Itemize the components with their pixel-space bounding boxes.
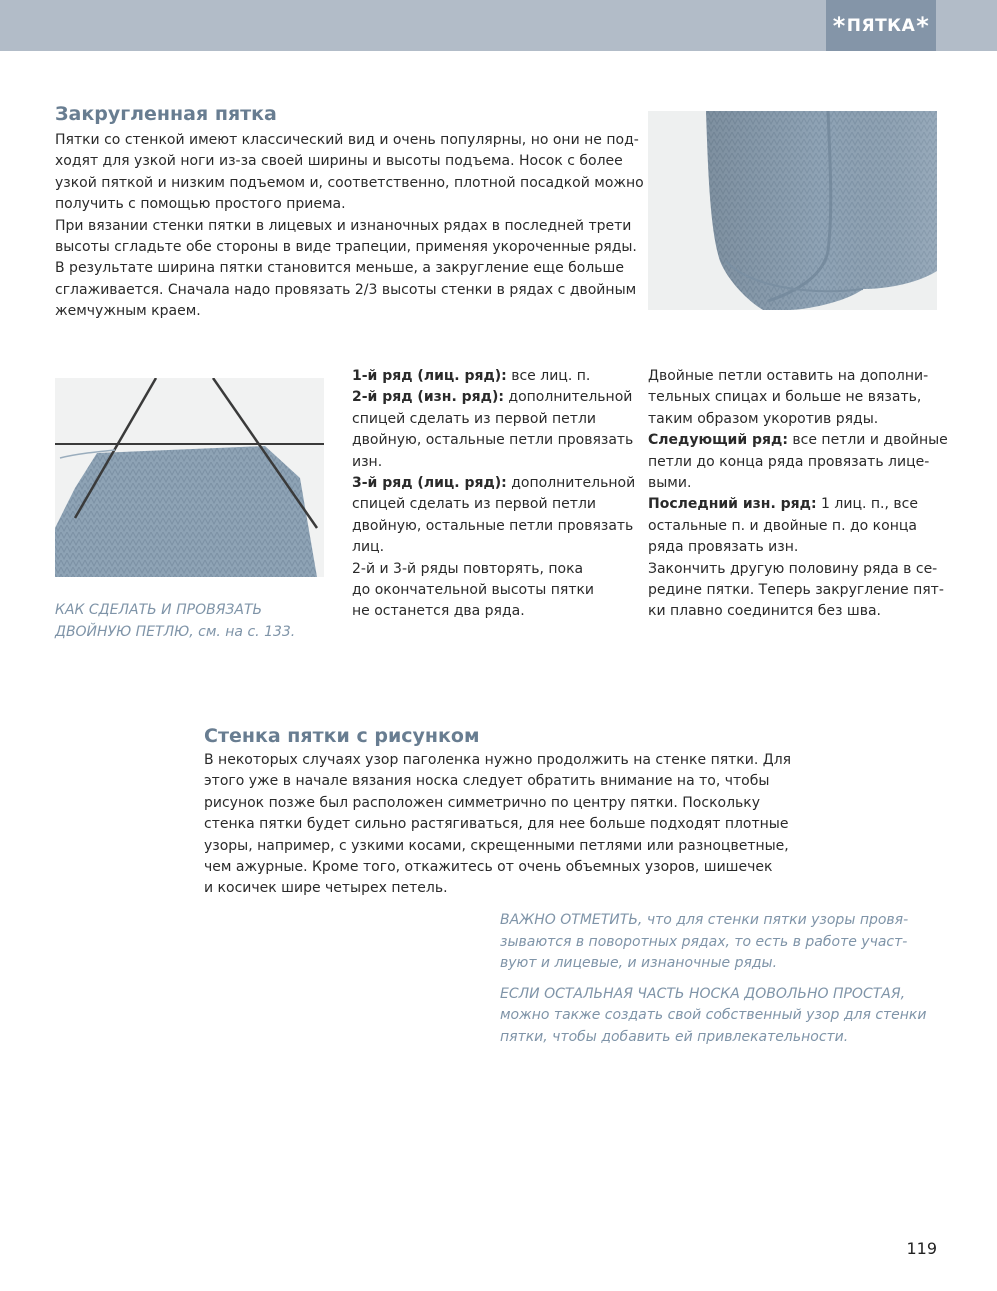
- instruction-line: 2-й и 3-й ряды повторять, пока: [352, 560, 584, 577]
- instruction-line: двойную, остальные петли провязать: [352, 432, 634, 449]
- instruction-line: изн.: [352, 453, 383, 470]
- instruction-line: остальные п. и двойные п. до конца: [648, 517, 917, 534]
- knitting-needles-illustration: [55, 378, 324, 577]
- text-line: чем ажурные. Кроме того, откажитесь от очень объемных узоров, шишечек: [204, 859, 773, 876]
- caption-double-stitch: [55, 600, 295, 643]
- text-line: рисунок позже был расположен симметрично по центру пятки. Поскольку: [204, 794, 761, 811]
- text-line: узкой пяткой и низким подъемом и, соответственно, плотной посадкой можно: [55, 174, 644, 191]
- section-rounded-heel-text: [55, 130, 644, 323]
- page-number: 119: [906, 1239, 937, 1258]
- instruction-line: Двойные петли оставить на дополни-: [648, 368, 929, 384]
- section-tab: [826, 0, 936, 51]
- instruction-line: лиц.: [352, 539, 385, 556]
- instruction-line: ряда провязать изн.: [648, 539, 799, 556]
- caption-line: КАК СДЕЛАТЬ И ПРОВЯЗАТЬ: [55, 602, 263, 618]
- note-important: [500, 910, 927, 975]
- instruction-line: выми.: [648, 475, 692, 492]
- text-line: В некоторых случаях узор паголенка нужно продолжить на стенке пятки. Для: [204, 752, 792, 768]
- instruction-line: 2-й ряд (изн. ряд): дополнительной: [352, 389, 633, 406]
- section-title-rounded-heel: Закругленная пятка: [55, 103, 277, 125]
- section-tab-label: [826, 0, 936, 51]
- text-line: этого уже в начале вязания носка следует обратить внимание на то, чтобы: [204, 773, 770, 790]
- note-line: можно также создать свой собственный узор для стенки: [500, 1007, 927, 1023]
- text-line: жемчужным краем.: [55, 303, 201, 320]
- text-line: получить с помощью простого приема.: [55, 196, 346, 213]
- caption-line: ДВОЙНУЮ ПЕТЛЮ, см. на с. 133.: [55, 623, 296, 640]
- instruction-line: не останется два ряда.: [352, 603, 525, 620]
- text-line: ходят для узкой ноги из-за своей ширины и высоты подъема. Носок с более: [55, 153, 623, 170]
- instruction-line: петли до конца ряда провязать лице-: [648, 453, 930, 470]
- instruction-line: таким образом укоротив ряды.: [648, 410, 879, 427]
- section-patterned-heel-flap-text: [204, 750, 791, 900]
- section-title-patterned-heel-flap: Стенка пятки с рисунком: [204, 725, 480, 747]
- instruction-line: 1-й ряд (лиц. ряд): все лиц. п.: [352, 368, 591, 384]
- star-icon: *: [832, 11, 846, 40]
- note-line: ЕСЛИ ОСТАЛЬНАЯ ЧАСТЬ НОСКА ДОВОЛЬНО ПРОСТАЯ,: [500, 985, 906, 1002]
- heel-illustration: [648, 111, 937, 310]
- text-line: При вязании стенки пятки в лицевых и изнаночных рядах в последней трети: [55, 217, 632, 234]
- instruction-line: тельных спицах и больше не вязать,: [648, 389, 922, 406]
- text-line: стенка пятки будет сильно растягиваться, для нее больше подходят плотные: [204, 816, 789, 833]
- text-line: сглаживается. Сначала надо провязать 2/3 высоты стенки в рядах с двойным: [55, 281, 637, 298]
- photo-double-stitch: [55, 378, 324, 577]
- note-line: вуют и лицевые, и изнаночные ряды.: [500, 955, 778, 971]
- text-line: узоры, например, с узкими косами, скрещенными петлями или разноцветные,: [204, 837, 789, 854]
- note-simple-sock: [500, 984, 927, 1049]
- instructions-column-2: [648, 366, 948, 623]
- instruction-line: до окончательной высоты пятки: [352, 582, 595, 599]
- note-line: ВАЖНО ОТМЕТИТЬ, что для стенки пятки узоры провя-: [500, 912, 909, 928]
- instruction-line: Закончить другую половину ряда в се-: [648, 560, 938, 577]
- instruction-line: 3-й ряд (лиц. ряд): дополнительной: [352, 475, 636, 492]
- photo-rounded-heel: [648, 111, 937, 310]
- instructions-column-1: [352, 366, 635, 623]
- note-line: зываются в поворотных рядах, то есть в работе участ-: [500, 933, 908, 950]
- side-notes: [500, 910, 927, 1048]
- text-line: и косичек шире четырех петель.: [204, 880, 448, 897]
- text-line: В результате ширина пятки становится меньше, а закругление еще больше: [55, 260, 624, 277]
- instruction-line: Последний изн. ряд: 1 лиц. п., все: [648, 496, 918, 513]
- instruction-line: двойную, остальные петли провязать: [352, 517, 634, 534]
- note-line: пятки, чтобы добавить ей привлекательности.: [500, 1028, 849, 1045]
- star-icon: *: [916, 11, 930, 40]
- text-line: Пятки со стенкой имеют классический вид и очень популярны, но они не под-: [55, 132, 639, 148]
- instruction-line: ки плавно соединится без шва.: [648, 603, 881, 620]
- instruction-line: спицей сделать из первой петли: [352, 496, 596, 513]
- text-line: высоты сгладьте обе стороны в виде трапеции, применяя укороченные ряды.: [55, 239, 637, 256]
- section-tab-text: ПЯТКА: [846, 15, 916, 36]
- instruction-line: спицей сделать из первой петли: [352, 410, 596, 427]
- instruction-line: Следующий ряд: все петли и двойные: [648, 432, 948, 449]
- instruction-line: редине пятки. Теперь закругление пят-: [648, 582, 944, 599]
